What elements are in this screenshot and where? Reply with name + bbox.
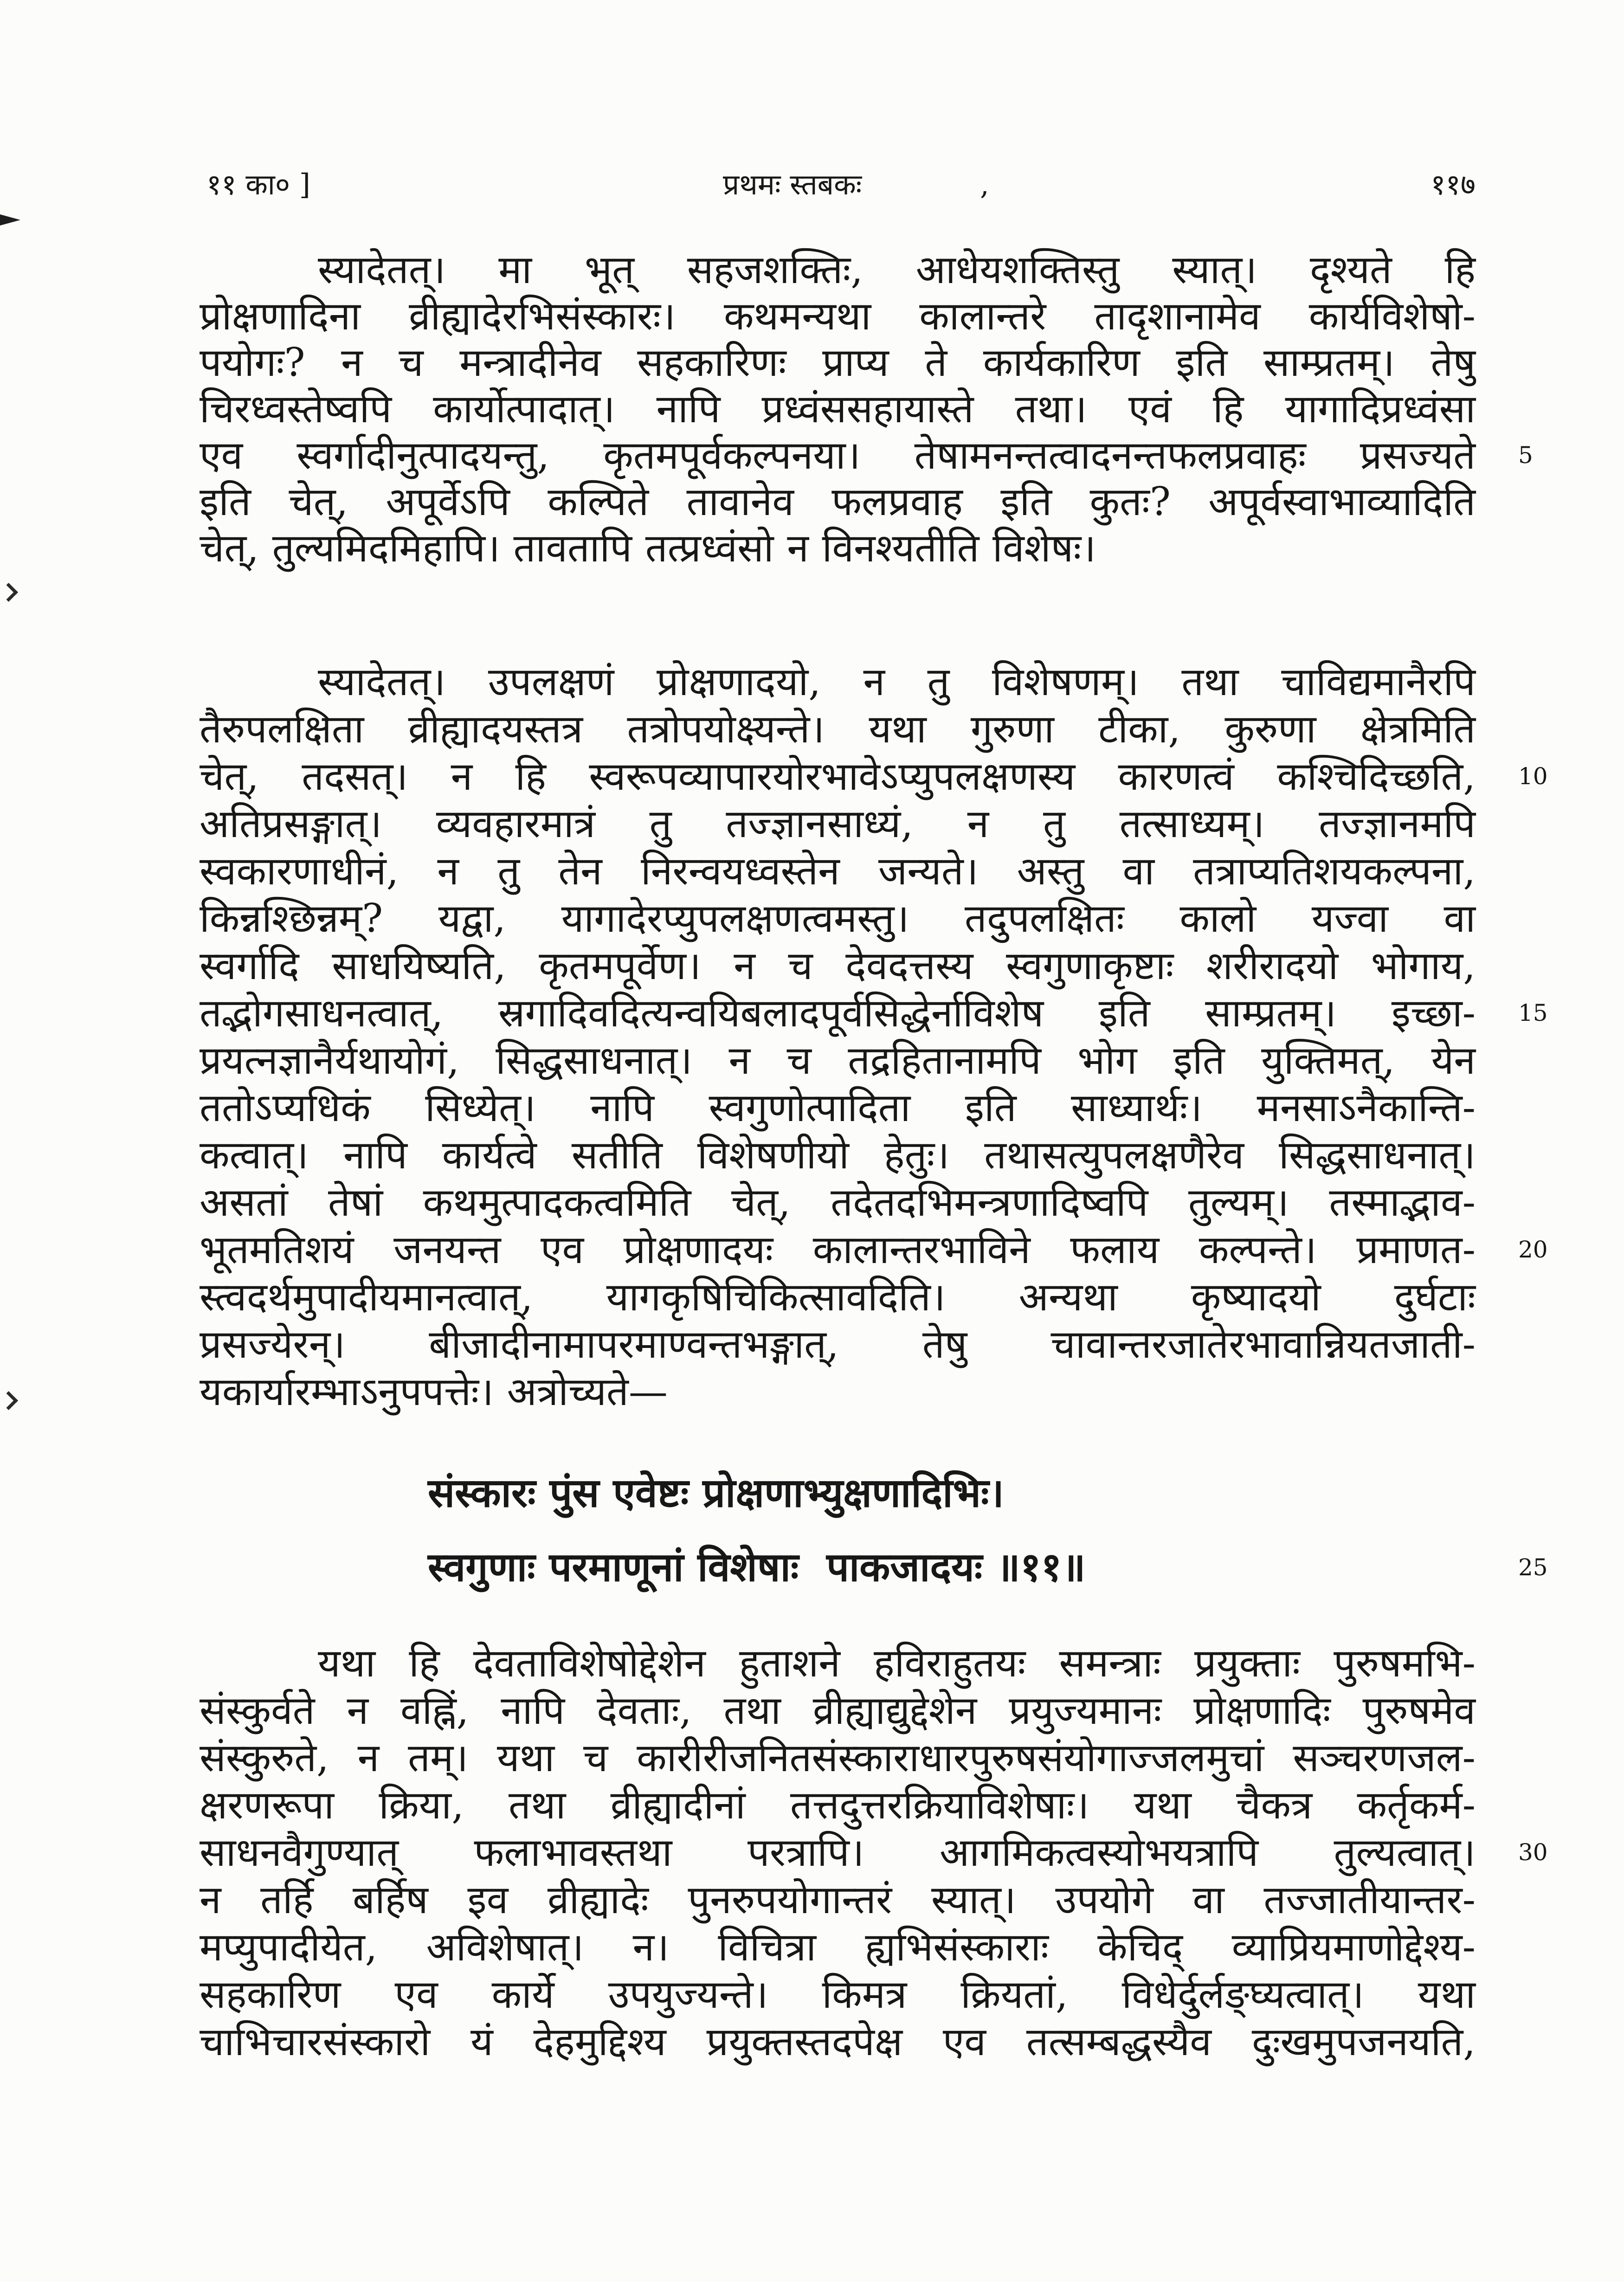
text-line: पयोगः? न च मन्त्रादीनेव सहकारिणः प्राप्य ते कार्यकारिण इति साम्प्रतम्। तेषु [200,340,1476,385]
text-line: स्त्वदर्थमुपादीयमानत्वात्, यागकृषिचिकित्सावदिति। अन्यथा कृष्यादयो दुर्घटाः [200,1274,1476,1320]
text-line: चेत्, तदसत्। न हि स्वरूपव्यापारयोरभावेऽप्युपलक्षणस्य कारणत्वं कश्चिदिच्छति, [200,754,1476,799]
verse [428,1456,1476,1605]
running-head-section: ११ का० ] [206,168,310,201]
text-line: स्वर्गादि साधयिष्यति, कृतमपूर्वेण। न च देवदत्तस्य स्वगुणाकृष्टाः शरीरादयो भोगाय, [200,943,1476,988]
text-line: चिरध्वस्तेष्वपि कार्योत्पादात्। नापि प्रध्वंससहायास्ते तथा। एवं हि यागादिप्रध्वंसा [200,386,1476,432]
text-line: एव स्वर्गादीनुत्पादयन्तु, कृतमपूर्वकल्पनया। तेषामनन्तत्वादनन्तफलप्रवाहः प्रसज्यते [200,432,1476,478]
text-line: यथा हि देवताविशेषोद्देशेन हुताशने हविराहुतयः समन्त्राः प्रयुक्ताः पुरुषमभि- [318,1640,1476,1686]
text-line: स्यादेतत्। मा भूत् सहजशक्तिः, आधेयशक्तिस्तु स्यात्। दृश्यते हि [318,247,1476,292]
text-line: अतिप्रसङ्गात्। व्यवहारमात्रं तु तज्ज्ञानसाध्यं, न तु तत्साध्यम्। तज्ज्ञानमपि [200,801,1476,846]
text-line: स्वकारणाधीनं, न तु तेन निरन्वयध्वस्तेन जन्यते। अस्तु वा तत्राप्यतिशयकल्पना, [200,848,1476,894]
line-number: 15 [1518,999,1548,1026]
paragraph [200,658,1476,1415]
text-line: प्रसज्येरन्। बीजादीनामापरमाण्वन्तभङ्गात्, तेषु चावान्तरजातेरभावान्नियतजाती- [200,1321,1476,1367]
text-line: असतां तेषां कथमुत्पादकत्वमिति चेत्, तदेतदभिमन्त्रणादिष्वपि तुल्यम्। तस्माद्भाव- [200,1180,1476,1225]
text-line: संस्कुर्वते न वह्निं, नापि देवताः, तथा व्रीह्याद्युद्देशेन प्रयुज्यमानः प्रोक्षणादिः पुरुषमेव [200,1688,1476,1733]
text-line: चेत्, तुल्यमिदमिहापि। तावतापि तत्प्रध्वंसो न विनश्यतीति विशेषः। [200,525,1096,571]
verse-line: स्वगुणाः परमाणूनां विशेषाः पाकजादयः ॥११॥ [428,1544,1086,1591]
paragraph [200,1639,1476,2065]
text-line: स्यादेतत्। उपलक्षणं प्रोक्षणादयो, न तु विशेषणम्। तथा चाविद्यमानैरपि [318,659,1476,704]
text-line: प्रोक्षणादिना व्रीह्यादेरभिसंस्कारः। कथमन्यथा कालान्तरे तादृशानामेव कार्यविशेषो- [200,293,1476,339]
text-line: प्रयत्नज्ञानैर्यथायोगं, सिद्धसाधनात्। न च तद्रहितानामपि भोग इति युक्तिमत्, येन [200,1038,1476,1083]
text-line: यकार्यारम्भाऽनुपपत्तेः। अत्रोच्यते— [200,1369,668,1414]
line-number: 25 [1518,1554,1548,1581]
text-line: तद्भोगसाधनत्वात्, स्रगादिवदित्यन्वयिबलादपूर्वसिद्धेर्नाविशेष इति साम्प्रतम्। इच्छा- [200,990,1476,1036]
text-line: साधनवैगुण्यात् फलाभावस्तथा परत्रापि। आगमिकत्वस्योभयत्रापि तुल्यत्वात्। [200,1830,1476,1875]
text-line: भूतमतिशयं जनयन्त एव प्रोक्षणादयः कालान्तरभाविने फलाय कल्पन्ते। प्रमाणत- [200,1227,1476,1272]
text-line: क्षरणरूपा क्रिया, तथा व्रीह्यादीनां तत्तदुत्तरक्रियाविशेषाः। यथा चैकत्र कर्तृकर्म- [200,1782,1476,1828]
running-head-mark: , [980,168,989,201]
line-number: 5 [1518,442,1533,469]
margin-chevron-mark [0,1391,18,1410]
text-line: संस्कुरुते, न तम्। यथा च कारीरीजनितसंस्काराधारपुरुषसंयोगाज्जलमुचां सञ्चरणजल- [200,1735,1476,1780]
running-head-title: प्रथमः स्तबकः [723,168,862,201]
text-line: किन्नश्छिन्नम्? यद्वा, यागादेरप्युपलक्षणत्वमस्तु। तदुपलक्षितः कालो यज्वा वा [200,896,1476,941]
text-line: तैरुपलक्षिता व्रीह्यादयस्तत्र तत्रोपयोक्ष्यन्ते। यथा गुरुणा टीका, कुरुणा क्षेत्रमिति [200,706,1476,752]
line-number: 10 [1518,763,1548,790]
paragraph [200,246,1476,571]
verse-line: संस्कारः पुंस एवेष्टः प्रोक्षणाभ्युक्षणादिभिः। [428,1470,1004,1516]
text-line: न तर्हि बर्हिष इव व्रीह्यादेः पुनरुपयोगान्तरं स्यात्। उपयोगे वा तज्जातीयान्तर- [200,1877,1476,1922]
text-line: चाभिचारसंस्कारो यं देहमुद्दिश्य प्रयुक्तस्तदपेक्ष एव तत्सम्बद्धस्यैव दुःखमुपजनयति, [200,2019,1476,2064]
margin-chevron-mark [0,583,18,602]
line-number: 20 [1518,1236,1548,1263]
page-number: ११७ [1431,168,1476,201]
text-line: मप्युपादीयेत, अविशेषात्। न। विचित्रा ह्यभिसंस्काराः केचिद् व्याप्रियमाणोद्देश्य- [200,1924,1476,1970]
line-number: 30 [1518,1839,1548,1866]
margin-arrow-mark [0,214,20,226]
text-line: ततोऽप्यधिकं सिध्येत्। नापि स्वगुणोत्पादिता इति साध्यार्थः। मनसाऽनैकान्ति- [200,1085,1476,1130]
text-line: इति चेत्, अपूर्वेऽपि कल्पिते तावानेव फलप्रवाह इति कुतः? अपूर्वस्वाभाव्यादिति [200,479,1476,524]
text-line: सहकारिण एव कार्ये उपयुज्यन्ते। किमत्र क्रियतां, विधेर्दुर्लङ्घ्यत्वात्। यथा [200,1972,1476,2017]
text-line: कत्वात्। नापि कार्यत्वे सतीति विशेषणीयो हेतुः। तथासत्युपलक्षणैरेव सिद्धसाधनात्। [200,1132,1476,1178]
